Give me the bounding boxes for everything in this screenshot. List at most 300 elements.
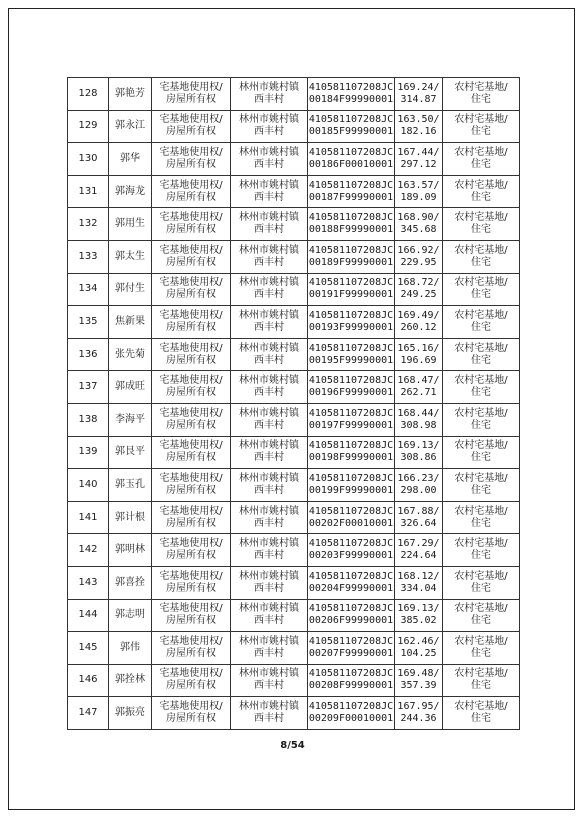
area-line: 224.64 xyxy=(400,550,437,562)
table-row xyxy=(68,110,520,143)
land-use-cell xyxy=(443,338,520,371)
area-line: 308.86 xyxy=(400,452,437,464)
right-type-cell xyxy=(152,436,231,469)
record-number-cell: 145 xyxy=(68,632,109,665)
parcel-code-line: 00189F99990001 xyxy=(308,256,394,268)
location-line: 西丰村 xyxy=(254,321,284,333)
location-line: 西丰村 xyxy=(254,191,284,203)
land-use-line: 住宅 xyxy=(471,550,491,562)
right-type-line: 宅基地使用权/ xyxy=(159,212,223,224)
record-number-cell: 136 xyxy=(68,338,109,371)
parcel-code-line: 410581107208JC xyxy=(308,375,394,387)
owner-name-cell: 郭成旺 xyxy=(109,371,152,404)
right-type-line: 房屋所有权 xyxy=(166,126,216,138)
table-row xyxy=(68,599,520,632)
location-line: 西丰村 xyxy=(254,517,284,529)
parcel-code-line: 410581107208JC xyxy=(308,635,394,647)
land-use-line: 住宅 xyxy=(471,354,491,366)
location-line: 林州市姚村镇 xyxy=(239,342,299,354)
area-line: 326.64 xyxy=(400,517,437,529)
location-line: 林州市姚村镇 xyxy=(239,407,299,419)
right-type-line: 宅基地使用权/ xyxy=(159,309,223,321)
right-type-line: 房屋所有权 xyxy=(166,647,216,659)
table-row xyxy=(68,175,520,208)
right-type-line: 宅基地使用权/ xyxy=(159,179,223,191)
owner-name-cell: 郭拴林 xyxy=(109,664,152,697)
location-line: 林州市姚村镇 xyxy=(239,472,299,484)
parcel-code-cell xyxy=(308,371,395,404)
area-cell xyxy=(395,110,443,143)
right-type-line: 房屋所有权 xyxy=(166,484,216,496)
right-type-line: 宅基地使用权/ xyxy=(159,472,223,484)
record-number-cell: 137 xyxy=(68,371,109,404)
land-use-line: 农村宅基地/ xyxy=(454,179,508,191)
land-use-cell xyxy=(443,664,520,697)
area-cell xyxy=(395,208,443,241)
land-use-line: 农村宅基地/ xyxy=(454,570,508,582)
area-line: 182.16 xyxy=(400,126,437,138)
land-use-line: 住宅 xyxy=(471,517,491,529)
right-type-line: 宅基地使用权/ xyxy=(159,505,223,517)
location-cell xyxy=(231,78,308,111)
right-type-line: 宅基地使用权/ xyxy=(159,114,223,126)
table-row xyxy=(68,436,520,469)
parcel-code-line: 00184F99990001 xyxy=(308,93,394,105)
land-use-cell xyxy=(443,469,520,502)
parcel-code-line: 00191F99990001 xyxy=(308,289,394,301)
table-row xyxy=(68,403,520,436)
owner-name-cell: 郭太生 xyxy=(109,240,152,273)
parcel-code-cell xyxy=(308,566,395,599)
right-type-cell xyxy=(152,534,231,567)
right-type-cell xyxy=(152,697,231,730)
area-line: 314.87 xyxy=(400,93,437,105)
location-line: 西丰村 xyxy=(254,647,284,659)
area-line: 308.98 xyxy=(400,419,437,431)
land-use-line: 农村宅基地/ xyxy=(454,668,508,680)
land-use-line: 农村宅基地/ xyxy=(454,440,508,452)
owner-name-cell: 郭华 xyxy=(109,143,152,176)
right-type-cell xyxy=(152,208,231,241)
area-line: 168.12/ xyxy=(397,570,440,582)
right-type-line: 房屋所有权 xyxy=(166,713,216,725)
right-type-line: 宅基地使用权/ xyxy=(159,538,223,550)
right-type-cell xyxy=(152,78,231,111)
land-use-cell xyxy=(443,143,520,176)
right-type-line: 房屋所有权 xyxy=(166,158,216,170)
right-type-cell xyxy=(152,143,231,176)
parcel-code-line: 00198F99990001 xyxy=(308,452,394,464)
land-use-cell xyxy=(443,273,520,306)
table-row xyxy=(68,632,520,665)
parcel-code-cell xyxy=(308,534,395,567)
parcel-code-cell xyxy=(308,273,395,306)
land-use-line: 住宅 xyxy=(471,158,491,170)
location-line: 西丰村 xyxy=(254,419,284,431)
area-line: 168.44/ xyxy=(397,407,440,419)
right-type-line: 房屋所有权 xyxy=(166,582,216,594)
table-row xyxy=(68,208,520,241)
area-line: 262.71 xyxy=(400,387,437,399)
land-use-line: 住宅 xyxy=(471,484,491,496)
location-line: 林州市姚村镇 xyxy=(239,212,299,224)
table-body xyxy=(68,78,520,730)
location-line: 西丰村 xyxy=(254,224,284,236)
location-line: 西丰村 xyxy=(254,289,284,301)
right-type-line: 宅基地使用权/ xyxy=(159,407,223,419)
location-line: 西丰村 xyxy=(254,387,284,399)
location-line: 西丰村 xyxy=(254,484,284,496)
area-line: 166.92/ xyxy=(397,244,440,256)
area-line: 297.12 xyxy=(400,158,437,170)
record-number-cell: 132 xyxy=(68,208,109,241)
record-number-cell: 146 xyxy=(68,664,109,697)
parcel-code-line: 410581107208JC xyxy=(308,668,394,680)
area-line: 166.23/ xyxy=(397,472,440,484)
right-type-line: 宅基地使用权/ xyxy=(159,635,223,647)
location-line: 西丰村 xyxy=(254,582,284,594)
area-cell xyxy=(395,664,443,697)
location-line: 林州市姚村镇 xyxy=(239,701,299,713)
area-line: 196.69 xyxy=(400,354,437,366)
parcel-code-line: 410581107208JC xyxy=(308,277,394,289)
right-type-line: 宅基地使用权/ xyxy=(159,603,223,615)
right-type-cell xyxy=(152,566,231,599)
right-type-line: 房屋所有权 xyxy=(166,419,216,431)
location-line: 西丰村 xyxy=(254,615,284,627)
parcel-code-line: 410581107208JC xyxy=(308,440,394,452)
land-use-cell xyxy=(443,78,520,111)
owner-name-cell: 郭永江 xyxy=(109,110,152,143)
parcel-code-line: 00204F99990001 xyxy=(308,582,394,594)
area-line: 244.36 xyxy=(400,713,437,725)
land-use-line: 住宅 xyxy=(471,647,491,659)
parcel-code-line: 410581107208JC xyxy=(308,309,394,321)
area-cell xyxy=(395,436,443,469)
area-cell xyxy=(395,175,443,208)
right-type-cell xyxy=(152,371,231,404)
parcel-code-line: 00187F99990001 xyxy=(308,191,394,203)
area-line: 162.46/ xyxy=(397,635,440,647)
parcel-code-cell xyxy=(308,697,395,730)
area-cell xyxy=(395,143,443,176)
owner-name-cell: 郭海龙 xyxy=(109,175,152,208)
location-cell xyxy=(231,534,308,567)
location-line: 西丰村 xyxy=(254,550,284,562)
location-cell xyxy=(231,501,308,534)
right-type-cell xyxy=(152,599,231,632)
area-cell xyxy=(395,566,443,599)
location-line: 林州市姚村镇 xyxy=(239,570,299,582)
parcel-code-line: 00206F99990001 xyxy=(308,615,394,627)
location-cell xyxy=(231,403,308,436)
location-line: 林州市姚村镇 xyxy=(239,440,299,452)
location-line: 林州市姚村镇 xyxy=(239,179,299,191)
area-cell xyxy=(395,78,443,111)
parcel-code-cell xyxy=(308,436,395,469)
location-line: 西丰村 xyxy=(254,158,284,170)
parcel-code-line: 410581107208JC xyxy=(308,505,394,517)
location-line: 林州市姚村镇 xyxy=(239,277,299,289)
area-cell xyxy=(395,403,443,436)
area-cell xyxy=(395,469,443,502)
right-type-cell xyxy=(152,338,231,371)
right-type-line: 宅基地使用权/ xyxy=(159,146,223,158)
area-line: 345.68 xyxy=(400,224,437,236)
record-number-cell: 143 xyxy=(68,566,109,599)
record-number-cell: 139 xyxy=(68,436,109,469)
area-cell xyxy=(395,534,443,567)
area-line: 104.25 xyxy=(400,647,437,659)
parcel-code-line: 00208F99990001 xyxy=(308,680,394,692)
parcel-code-cell xyxy=(308,110,395,143)
area-cell xyxy=(395,501,443,534)
area-cell xyxy=(395,338,443,371)
table-row xyxy=(68,664,520,697)
right-type-cell xyxy=(152,664,231,697)
record-number-cell: 135 xyxy=(68,306,109,339)
parcel-code-line: 410581107208JC xyxy=(308,179,394,191)
location-line: 林州市姚村镇 xyxy=(239,603,299,615)
right-type-line: 宅基地使用权/ xyxy=(159,81,223,93)
right-type-line: 宅基地使用权/ xyxy=(159,440,223,452)
area-line: 169.13/ xyxy=(397,440,440,452)
area-cell xyxy=(395,306,443,339)
location-line: 林州市姚村镇 xyxy=(239,635,299,647)
owner-name-cell: 郭喜拴 xyxy=(109,566,152,599)
land-use-line: 住宅 xyxy=(471,126,491,138)
land-use-line: 农村宅基地/ xyxy=(454,244,508,256)
right-type-line: 宅基地使用权/ xyxy=(159,375,223,387)
location-line: 西丰村 xyxy=(254,354,284,366)
location-line: 西丰村 xyxy=(254,126,284,138)
parcel-code-cell xyxy=(308,240,395,273)
area-line: 167.44/ xyxy=(397,146,440,158)
table-row xyxy=(68,143,520,176)
area-line: 167.88/ xyxy=(397,505,440,517)
owner-name-cell: 郭付生 xyxy=(109,273,152,306)
location-line: 林州市姚村镇 xyxy=(239,668,299,680)
location-line: 西丰村 xyxy=(254,452,284,464)
land-use-cell xyxy=(443,208,520,241)
owner-name-cell: 张先菊 xyxy=(109,338,152,371)
parcel-code-line: 00185F99990001 xyxy=(308,126,394,138)
area-line: 163.50/ xyxy=(397,114,440,126)
location-cell xyxy=(231,338,308,371)
right-type-cell xyxy=(152,110,231,143)
land-use-cell xyxy=(443,501,520,534)
land-use-cell xyxy=(443,632,520,665)
land-use-cell xyxy=(443,436,520,469)
table-row xyxy=(68,469,520,502)
location-line: 西丰村 xyxy=(254,713,284,725)
table-row xyxy=(68,306,520,339)
parcel-code-cell xyxy=(308,143,395,176)
owner-name-cell: 郭明林 xyxy=(109,534,152,567)
parcel-code-line: 410581107208JC xyxy=(308,570,394,582)
parcel-code-line: 410581107208JC xyxy=(308,81,394,93)
record-number-cell: 129 xyxy=(68,110,109,143)
parcel-code-line: 410581107208JC xyxy=(308,472,394,484)
parcel-code-line: 410581107208JC xyxy=(308,342,394,354)
parcel-code-line: 00199F99990001 xyxy=(308,484,394,496)
land-use-line: 农村宅基地/ xyxy=(454,375,508,387)
area-line: 163.57/ xyxy=(397,179,440,191)
parcel-code-cell xyxy=(308,469,395,502)
area-line: 167.95/ xyxy=(397,701,440,713)
location-cell xyxy=(231,632,308,665)
parcel-code-line: 00186F00010001 xyxy=(308,158,394,170)
record-number-cell: 134 xyxy=(68,273,109,306)
area-line: 298.00 xyxy=(400,484,437,496)
area-line: 165.16/ xyxy=(397,342,440,354)
parcel-code-line: 00203F99990001 xyxy=(308,550,394,562)
land-use-line: 住宅 xyxy=(471,289,491,301)
land-use-line: 住宅 xyxy=(471,256,491,268)
record-number-cell: 141 xyxy=(68,501,109,534)
parcel-code-line: 00196F99990001 xyxy=(308,387,394,399)
parcel-code-cell xyxy=(308,78,395,111)
right-type-line: 房屋所有权 xyxy=(166,550,216,562)
owner-name-cell: 郭志明 xyxy=(109,599,152,632)
owner-name-cell: 李海平 xyxy=(109,403,152,436)
area-cell xyxy=(395,599,443,632)
right-type-cell xyxy=(152,469,231,502)
record-number-cell: 138 xyxy=(68,403,109,436)
owner-name-cell: 焦新果 xyxy=(109,306,152,339)
area-cell xyxy=(395,697,443,730)
right-type-cell xyxy=(152,403,231,436)
location-line: 林州市姚村镇 xyxy=(239,309,299,321)
record-number-cell: 133 xyxy=(68,240,109,273)
land-use-cell xyxy=(443,110,520,143)
right-type-cell xyxy=(152,501,231,534)
land-use-line: 农村宅基地/ xyxy=(454,472,508,484)
location-cell xyxy=(231,599,308,632)
parcel-code-line: 410581107208JC xyxy=(308,114,394,126)
location-line: 林州市姚村镇 xyxy=(239,146,299,158)
area-line: 168.90/ xyxy=(397,212,440,224)
page-number: 8/54 xyxy=(280,740,305,751)
table-row xyxy=(68,501,520,534)
right-type-line: 宅基地使用权/ xyxy=(159,277,223,289)
table-row xyxy=(68,273,520,306)
owner-name-cell: 郭振亮 xyxy=(109,697,152,730)
location-cell xyxy=(231,664,308,697)
land-use-line: 住宅 xyxy=(471,419,491,431)
right-type-line: 宅基地使用权/ xyxy=(159,701,223,713)
area-cell xyxy=(395,371,443,404)
record-number-cell: 131 xyxy=(68,175,109,208)
area-line: 385.02 xyxy=(400,615,437,627)
right-type-line: 房屋所有权 xyxy=(166,354,216,366)
land-use-cell xyxy=(443,306,520,339)
area-cell xyxy=(395,273,443,306)
land-use-line: 农村宅基地/ xyxy=(454,309,508,321)
parcel-code-cell xyxy=(308,306,395,339)
area-line: 334.04 xyxy=(400,582,437,594)
location-cell xyxy=(231,371,308,404)
location-line: 林州市姚村镇 xyxy=(239,81,299,93)
table-row xyxy=(68,566,520,599)
land-use-line: 农村宅基地/ xyxy=(454,342,508,354)
table-row xyxy=(68,338,520,371)
right-type-line: 宅基地使用权/ xyxy=(159,342,223,354)
parcel-code-line: 410581107208JC xyxy=(308,212,394,224)
right-type-cell xyxy=(152,240,231,273)
location-line: 西丰村 xyxy=(254,680,284,692)
location-cell xyxy=(231,240,308,273)
right-type-cell xyxy=(152,306,231,339)
land-use-line: 农村宅基地/ xyxy=(454,635,508,647)
land-use-line: 农村宅基地/ xyxy=(454,212,508,224)
right-type-line: 房屋所有权 xyxy=(166,452,216,464)
land-use-line: 住宅 xyxy=(471,680,491,692)
parcel-code-line: 00193F99990001 xyxy=(308,321,394,333)
area-line: 168.47/ xyxy=(397,375,440,387)
record-number-cell: 130 xyxy=(68,143,109,176)
area-line: 189.09 xyxy=(400,191,437,203)
parcel-code-line: 410581107208JC xyxy=(308,701,394,713)
right-type-line: 房屋所有权 xyxy=(166,93,216,105)
parcel-code-line: 00207F99990001 xyxy=(308,647,394,659)
area-line: 167.29/ xyxy=(397,538,440,550)
location-line: 西丰村 xyxy=(254,93,284,105)
location-line: 林州市姚村镇 xyxy=(239,538,299,550)
land-use-line: 农村宅基地/ xyxy=(454,701,508,713)
area-line: 169.48/ xyxy=(397,668,440,680)
land-use-line: 住宅 xyxy=(471,582,491,594)
land-use-cell xyxy=(443,371,520,404)
parcel-code-cell xyxy=(308,338,395,371)
record-number-cell: 142 xyxy=(68,534,109,567)
right-type-cell xyxy=(152,273,231,306)
area-line: 168.72/ xyxy=(397,277,440,289)
table-row xyxy=(68,534,520,567)
record-number-cell: 147 xyxy=(68,697,109,730)
land-use-line: 农村宅基地/ xyxy=(454,603,508,615)
land-use-line: 农村宅基地/ xyxy=(454,277,508,289)
parcel-code-line: 00188F99990001 xyxy=(308,224,394,236)
parcel-code-cell xyxy=(308,208,395,241)
table-row xyxy=(68,240,520,273)
land-use-line: 农村宅基地/ xyxy=(454,538,508,550)
land-use-line: 住宅 xyxy=(471,321,491,333)
parcel-code-line: 00195F99990001 xyxy=(308,354,394,366)
land-use-cell xyxy=(443,697,520,730)
parcel-code-cell xyxy=(308,175,395,208)
land-use-line: 住宅 xyxy=(471,224,491,236)
record-number-cell: 128 xyxy=(68,78,109,111)
parcel-code-line: 410581107208JC xyxy=(308,146,394,158)
parcel-code-cell xyxy=(308,501,395,534)
table-row xyxy=(68,697,520,730)
right-type-line: 房屋所有权 xyxy=(166,517,216,529)
parcel-code-cell xyxy=(308,632,395,665)
parcel-code-cell xyxy=(308,599,395,632)
location-cell xyxy=(231,697,308,730)
location-cell xyxy=(231,273,308,306)
land-use-line: 农村宅基地/ xyxy=(454,407,508,419)
parcel-code-line: 00197F99990001 xyxy=(308,419,394,431)
right-type-cell xyxy=(152,175,231,208)
location-cell xyxy=(231,436,308,469)
land-use-cell xyxy=(443,599,520,632)
area-line: 229.95 xyxy=(400,256,437,268)
land-use-line: 住宅 xyxy=(471,93,491,105)
table-row xyxy=(68,371,520,404)
parcel-code-cell xyxy=(308,664,395,697)
